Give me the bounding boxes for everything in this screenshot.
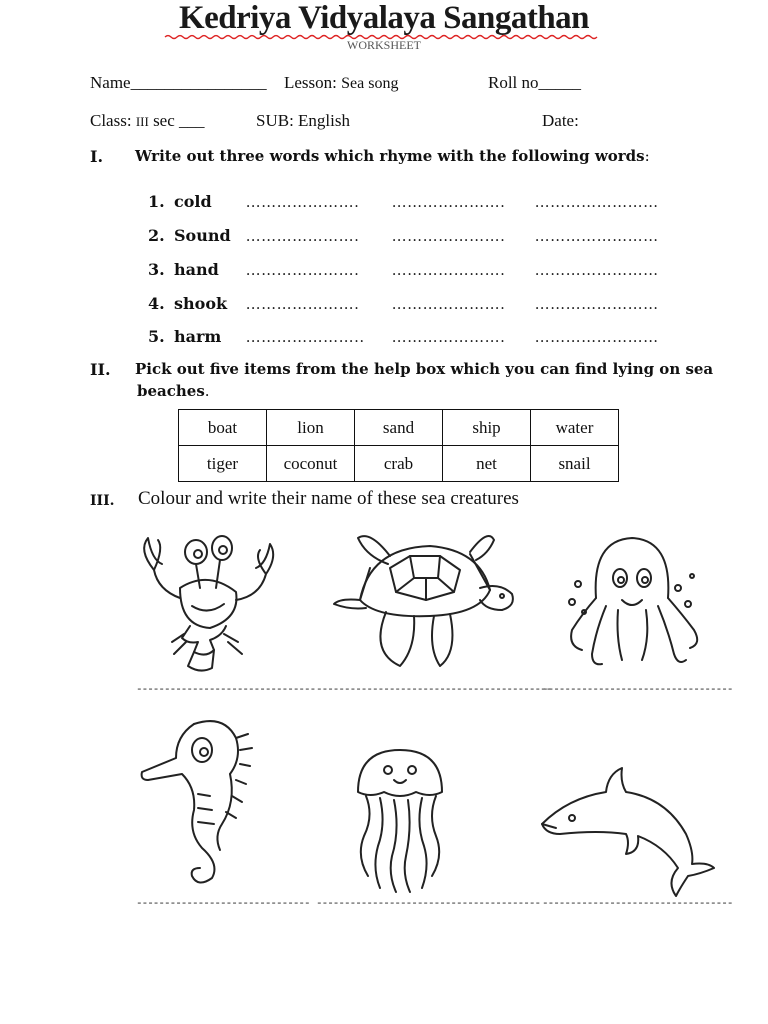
- lesson-field: Lesson: Sea song: [284, 73, 399, 92]
- help-word: water: [531, 410, 619, 446]
- date-field: Date:: [542, 111, 579, 130]
- list-item: 4. shook …………………. …………………. ……………………: [148, 294, 659, 313]
- help-word: lion: [267, 410, 355, 446]
- section2-instruction-line1: Pick out five items from the help box which you can find lying on sea: [135, 360, 714, 378]
- class-field: Class: III sec ___: [90, 111, 205, 130]
- help-word: tiger: [179, 446, 267, 482]
- answer-line: ----------------------------------------: [316, 898, 541, 910]
- help-word: boat: [179, 410, 267, 446]
- answer-line: --------------------------------: [136, 684, 316, 696]
- list-item: 1. cold …………………. …………………. ……………………: [148, 192, 659, 211]
- roll-field: Roll no_____: [488, 73, 582, 92]
- school-title: Kedriya Vidyalaya Sangathan: [178, 0, 590, 36]
- section3-instruction: Colour and write their name of these sea creatures: [138, 488, 519, 509]
- answer-line: -------------------------------: [136, 898, 310, 910]
- table-row: [179, 446, 619, 482]
- subject-field: SUB: English: [256, 111, 350, 130]
- seahorse-picture: [136, 714, 256, 889]
- help-word: ship: [443, 410, 531, 446]
- worksheet-subtitle: WORKSHEET: [347, 38, 421, 52]
- jellyfish-picture: [350, 746, 450, 894]
- list-item: 3. hand …………………. …………………. ……………………: [148, 260, 659, 279]
- table-row: [179, 410, 619, 446]
- turtle-picture: [330, 528, 520, 673]
- help-word: sand: [355, 410, 443, 446]
- help-word: snail: [531, 446, 619, 482]
- help-word: coconut: [267, 446, 355, 482]
- octopus-picture: [562, 534, 712, 674]
- list-item: 5. harm ………………….. …………………. ……………………: [148, 327, 659, 346]
- section2-instruction-line2: beaches.: [137, 382, 210, 400]
- help-word: net: [443, 446, 531, 482]
- section1-numeral: I.: [90, 147, 104, 166]
- answer-line: ----------------------------------: [542, 684, 733, 696]
- lobster-picture: [128, 530, 283, 680]
- help-word: crab: [355, 446, 443, 482]
- section3-numeral: III.: [90, 493, 115, 509]
- section1-instruction: Write out three words which rhyme with the following words:: [135, 147, 650, 165]
- answer-line: ------------------------------------------: [316, 684, 552, 696]
- list-item: 2. Sound …………………. …………………. ……………………: [148, 226, 659, 245]
- help-box-table: [178, 409, 619, 482]
- answer-line: ----------------------------------: [542, 898, 733, 910]
- dolphin-picture: [538, 764, 716, 898]
- name-field: Name________________: [90, 73, 267, 92]
- section2-numeral: II.: [90, 360, 111, 379]
